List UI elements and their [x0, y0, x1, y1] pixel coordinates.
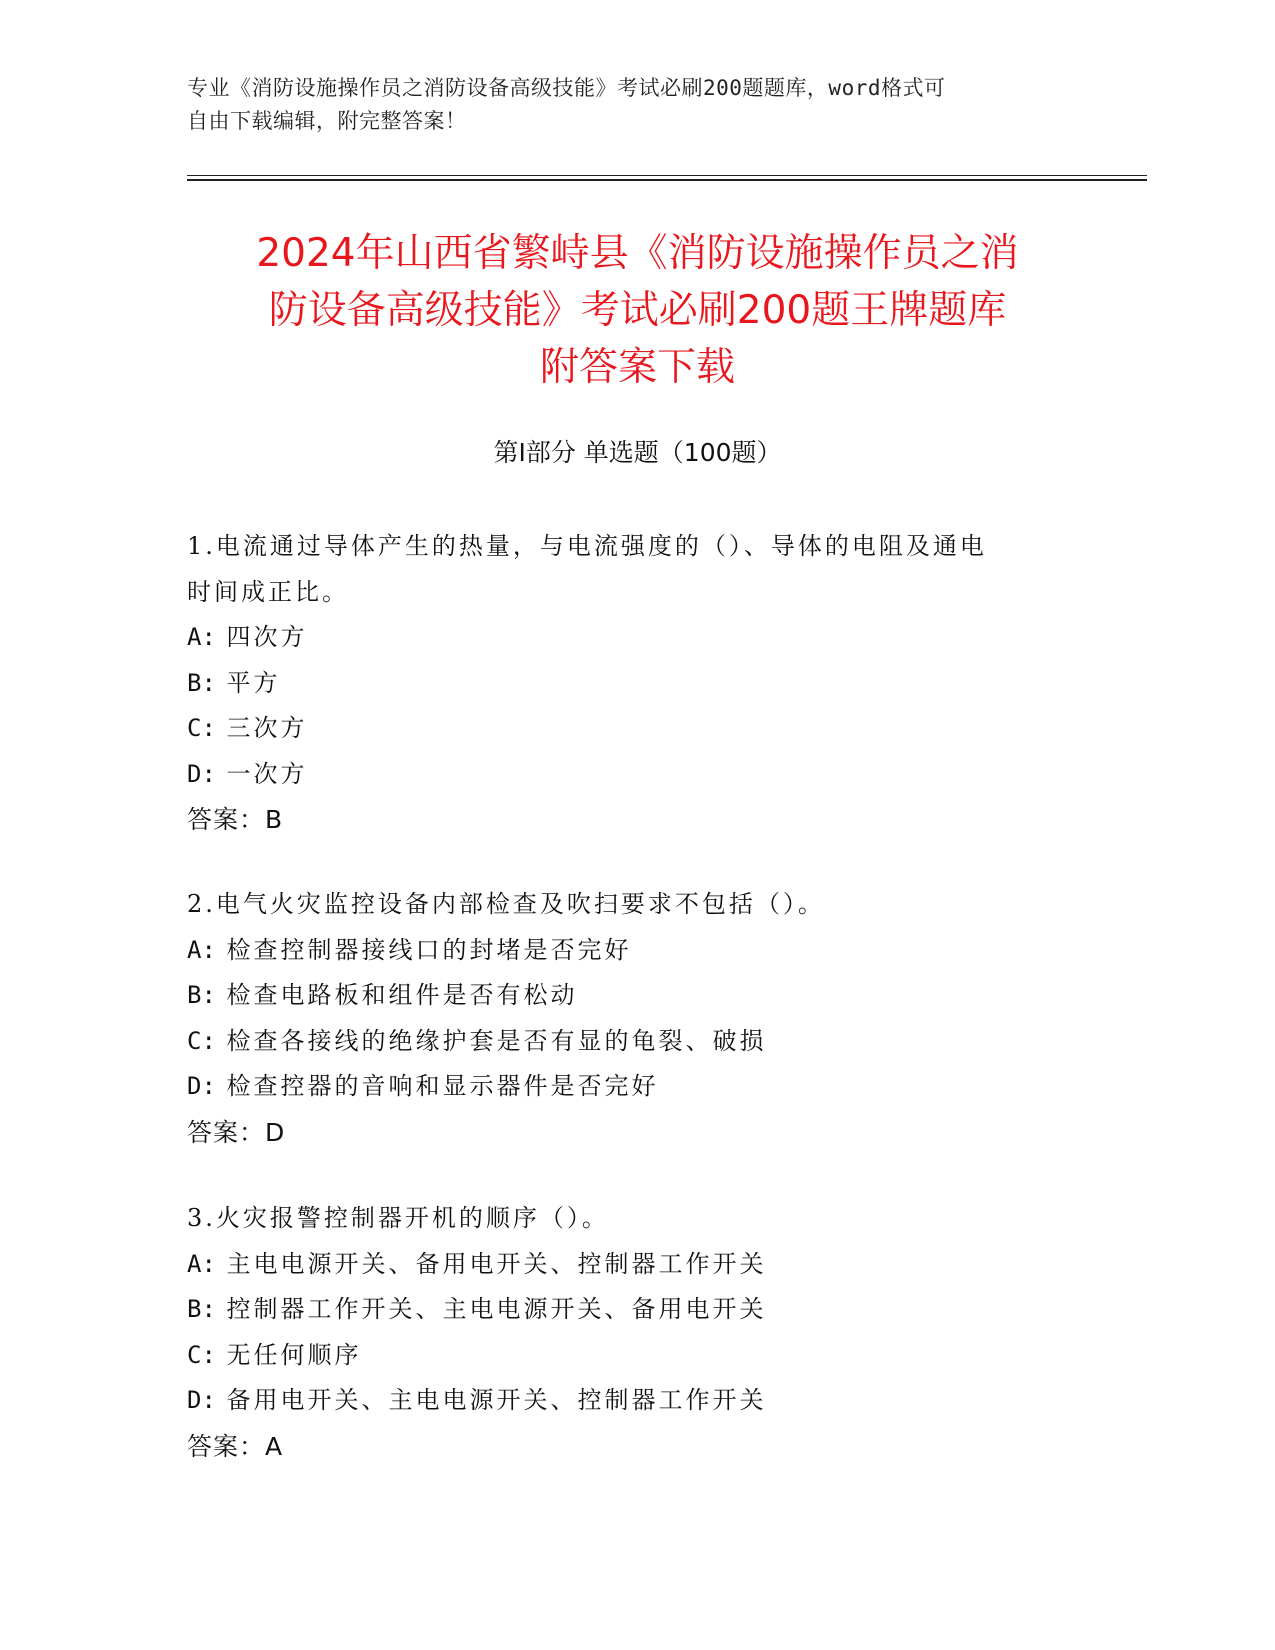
option-text: 一次方 — [226, 759, 308, 788]
option-c — [187, 706, 1087, 752]
option-a — [187, 1242, 1087, 1288]
option-key: B: — [187, 981, 216, 1009]
option-text: 检查控制器接线口的封堵是否完好 — [226, 935, 632, 964]
option-key: D: — [187, 759, 216, 788]
title-line: 2024年山西省繁峙县《消防设施操作员之消 — [256, 231, 1019, 276]
question-stem-line: 2.电气火灾监控设备内部检查及吹扫要求不包括（）。 — [187, 890, 825, 918]
option-text: 无任何顺序 — [226, 1340, 362, 1369]
question-3 — [187, 1196, 1087, 1469]
option-d — [187, 1378, 1087, 1424]
option-key: C: — [187, 1340, 216, 1369]
question-stem-line: 时间成正比。 — [187, 577, 349, 606]
option-text: 三次方 — [226, 714, 308, 742]
option-key: D: — [187, 1386, 216, 1414]
option-c — [187, 1333, 1087, 1379]
header-note-line: 自由下载编辑，附完整答案！ — [187, 109, 467, 133]
option-text: 平方 — [226, 668, 281, 697]
option-key: A: — [187, 623, 216, 651]
header-divider-thin — [187, 175, 1147, 176]
header-note-line: 专业《消防设施操作员之消防设备高级技能》考试必刷200题题库，word格式可 — [187, 76, 946, 100]
option-key: C: — [187, 714, 216, 742]
option-key: B: — [187, 1295, 216, 1323]
option-a — [187, 615, 1087, 661]
option-text: 控制器工作开关、主电电源开关、备用电开关 — [226, 1295, 767, 1323]
option-text: 检查电路板和组件是否有松动 — [226, 981, 578, 1009]
option-c — [187, 1019, 1087, 1065]
answer-line: 答案：D — [187, 1117, 286, 1147]
option-text: 主电电源开关、备用电开关、控制器工作开关 — [226, 1249, 767, 1278]
option-key: B: — [187, 668, 216, 697]
option-text: 检查控器的音响和显示器件是否完好 — [226, 1072, 659, 1100]
option-text: 四次方 — [226, 623, 308, 651]
document-title — [140, 225, 1135, 396]
option-a — [187, 928, 1087, 974]
option-b — [187, 661, 1087, 707]
answer-line: 答案：B — [187, 805, 284, 834]
header-divider-thick — [187, 179, 1147, 181]
question-2 — [187, 882, 1087, 1155]
title-line: 附答案下载 — [539, 345, 735, 390]
header-note — [187, 72, 1087, 138]
option-key: D: — [187, 1072, 216, 1100]
answer-line: 答案：A — [187, 1431, 284, 1461]
title-line: 防设备高级技能》考试必刷200题王牌题库 — [268, 288, 1007, 333]
option-key: C: — [187, 1026, 216, 1055]
option-key: A: — [187, 1249, 216, 1278]
section-heading: 第Ⅰ部分 单选题（100题） — [493, 438, 782, 467]
option-b — [187, 973, 1087, 1019]
option-b — [187, 1287, 1087, 1333]
option-d — [187, 1064, 1087, 1110]
option-d — [187, 752, 1087, 798]
option-text: 检查各接线的绝缘护套是否有显的龟裂、破损 — [226, 1026, 767, 1055]
question-stem-line: 3.火灾报警控制器开机的顺序（）。 — [187, 1204, 609, 1232]
question-1 — [187, 524, 1087, 843]
option-text: 备用电开关、主电电源开关、控制器工作开关 — [226, 1386, 767, 1414]
question-stem-line: 1.电流通过导体产生的热量，与电流强度的（）、导体的电阻及通电 — [187, 532, 987, 560]
option-key: A: — [187, 935, 216, 964]
